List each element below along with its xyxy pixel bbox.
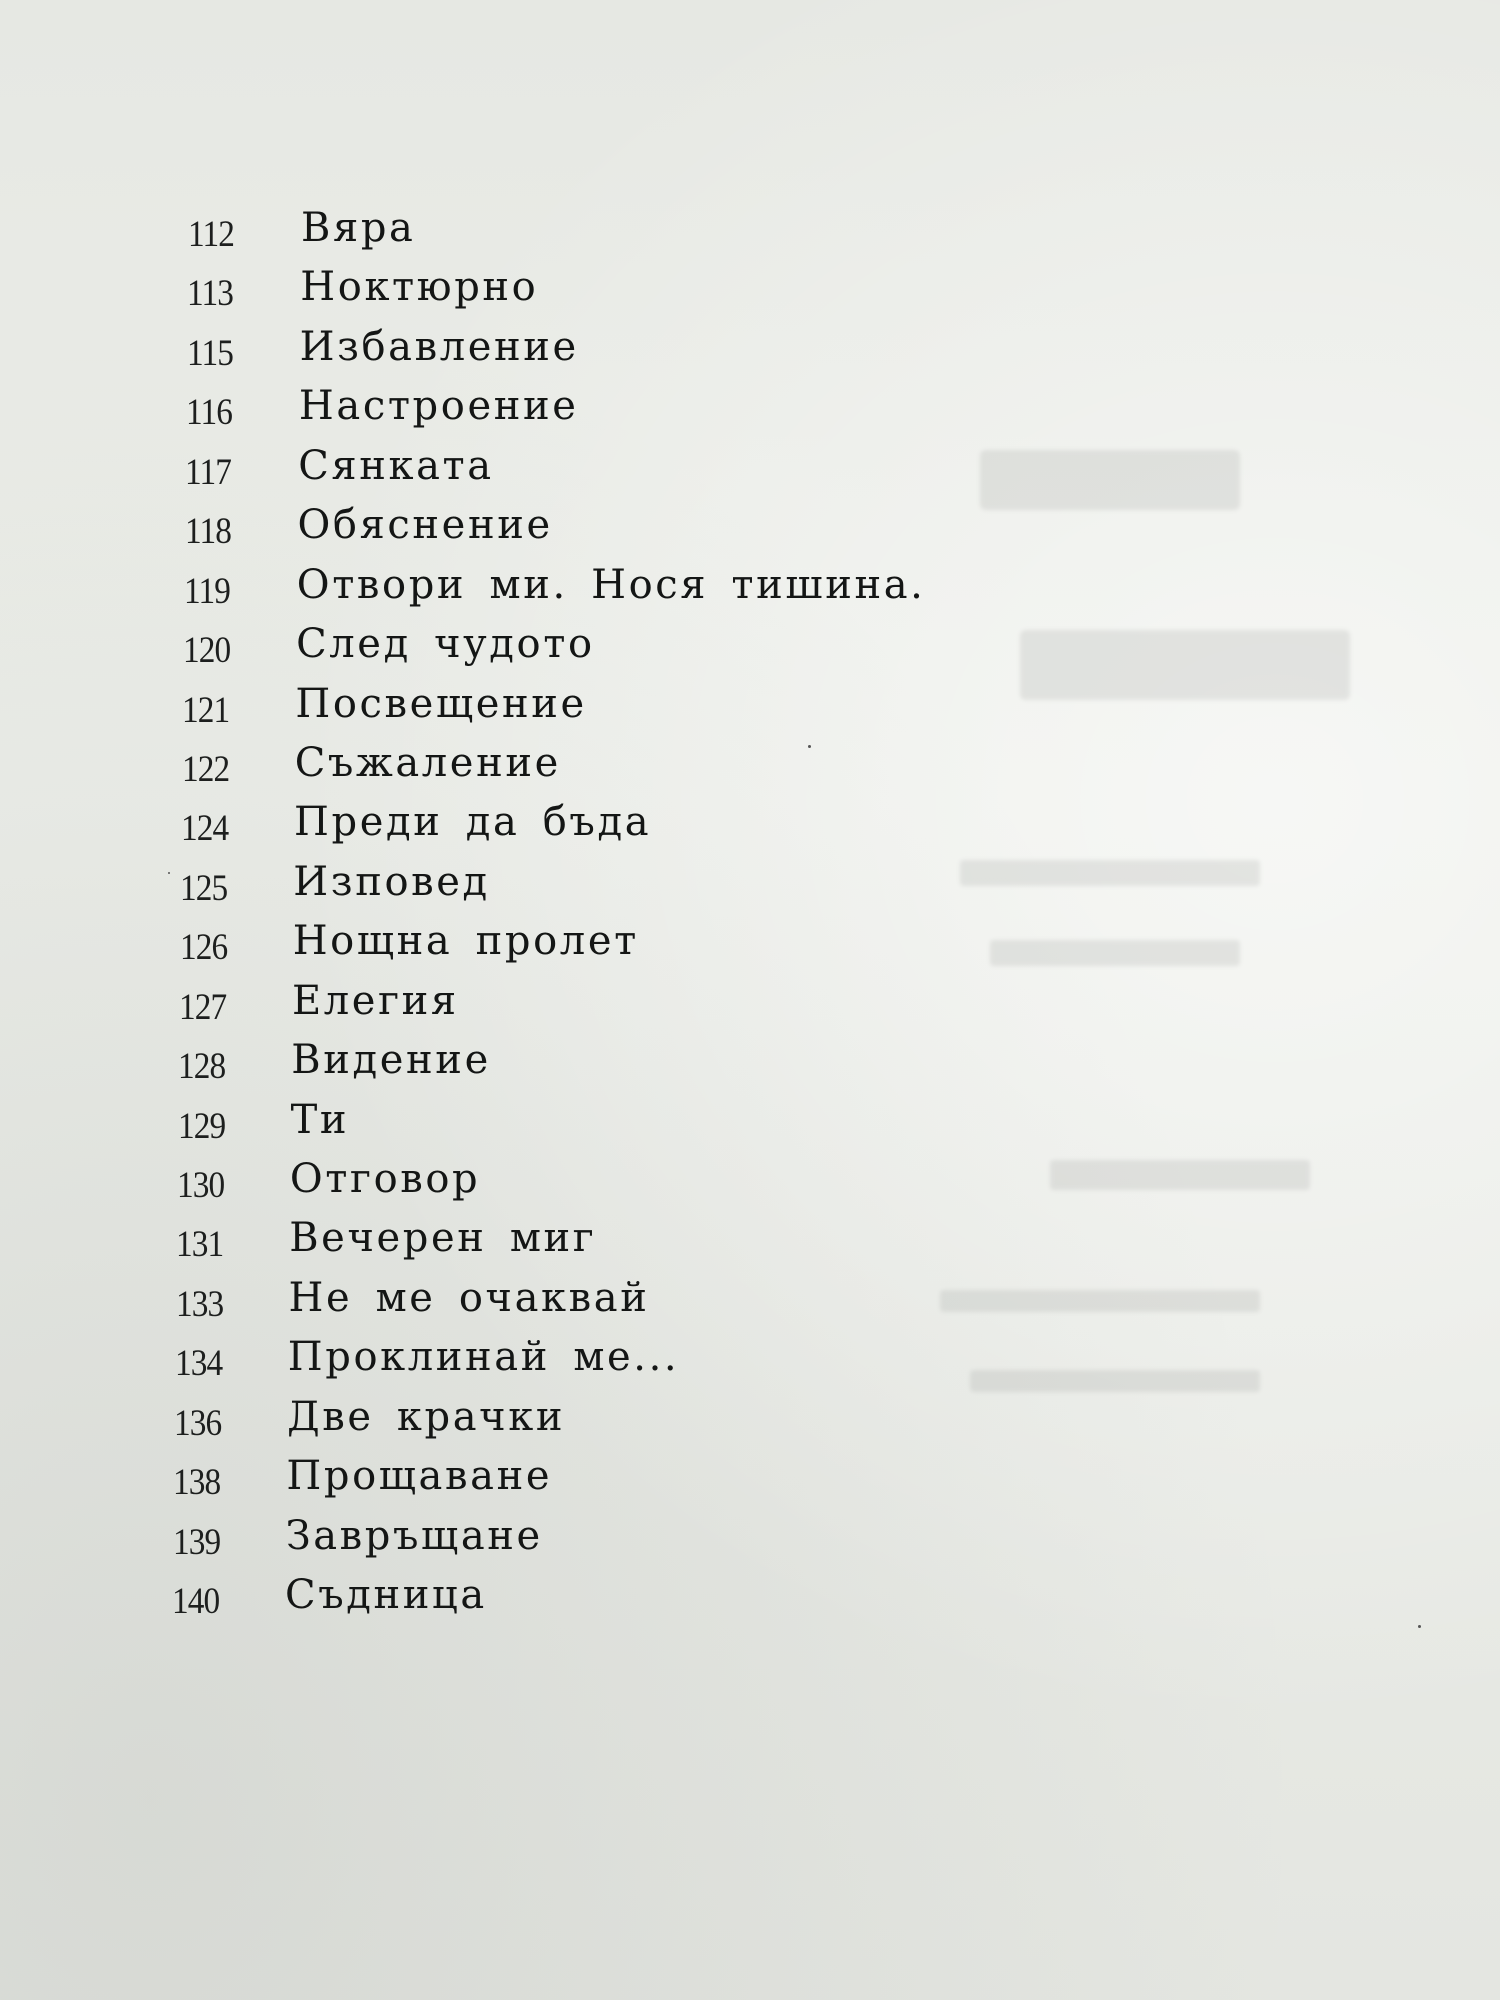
toc-page-number: 133 (175, 1283, 223, 1325)
toc-page-number: 118 (184, 511, 231, 553)
toc-title: Завръщане (285, 1512, 543, 1559)
toc-title: Нощна пролет (292, 918, 639, 965)
toc-page-number: 116 (185, 392, 232, 434)
toc-title: Обяснение (297, 502, 553, 549)
toc-page-number: 125 (180, 867, 228, 909)
toc-page-number: 119 (183, 570, 230, 612)
toc-title: Съдница (285, 1572, 487, 1618)
toc-title: Отговор (289, 1156, 481, 1202)
toc-title: Посвещение (295, 680, 587, 727)
toc-page-number: 117 (185, 451, 232, 493)
toc-page-number: 139 (172, 1521, 220, 1563)
toc-title: Вечерен миг (289, 1215, 597, 1262)
toc-page-number: 130 (176, 1165, 225, 1206)
toc-title: Отвори ми. Нося тишина. (296, 561, 926, 608)
toc-title: Сянката (298, 442, 494, 489)
toc-page-number: 134 (174, 1343, 223, 1385)
toc-page-number: 124 (181, 808, 229, 850)
toc-title: Прощаване (286, 1453, 553, 1500)
toc-page-number: 121 (182, 689, 230, 731)
toc-page-number: 127 (179, 986, 227, 1028)
toc-title: Ноктюрно (300, 264, 539, 311)
toc-title: Изповед (293, 858, 490, 905)
toc-page-number: 113 (187, 273, 234, 315)
toc-page-number: 131 (176, 1224, 224, 1266)
toc-title: Не ме очаквай (288, 1274, 650, 1321)
toc-page-number: 136 (174, 1402, 222, 1444)
toc-page-number: 122 (181, 748, 229, 790)
toc-page-number: 126 (179, 927, 227, 969)
toc-title: Две крачки (287, 1393, 566, 1440)
toc-page-number: 140 (172, 1581, 220, 1622)
toc-page-number: 129 (177, 1105, 225, 1147)
toc-title: Проклинай ме... (287, 1334, 680, 1381)
toc-page-number: 120 (183, 630, 231, 671)
toc-title: Преди да бъда (294, 799, 652, 846)
toc-title: Видение (291, 1037, 491, 1084)
toc-title: Настроение (298, 383, 579, 430)
toc-title: Елегия (292, 977, 459, 1024)
toc-title: Ти (290, 1096, 350, 1143)
toc-title: Вяра (301, 205, 416, 251)
toc-page-number: 115 (186, 332, 233, 374)
toc-page-number: 138 (173, 1462, 221, 1504)
toc-page-number: 112 (188, 214, 235, 255)
toc-title: Съжаление (294, 739, 561, 786)
toc-title: Избавление (299, 323, 579, 370)
toc-title: След чудото (296, 621, 595, 667)
toc-page-number: 128 (178, 1046, 226, 1088)
